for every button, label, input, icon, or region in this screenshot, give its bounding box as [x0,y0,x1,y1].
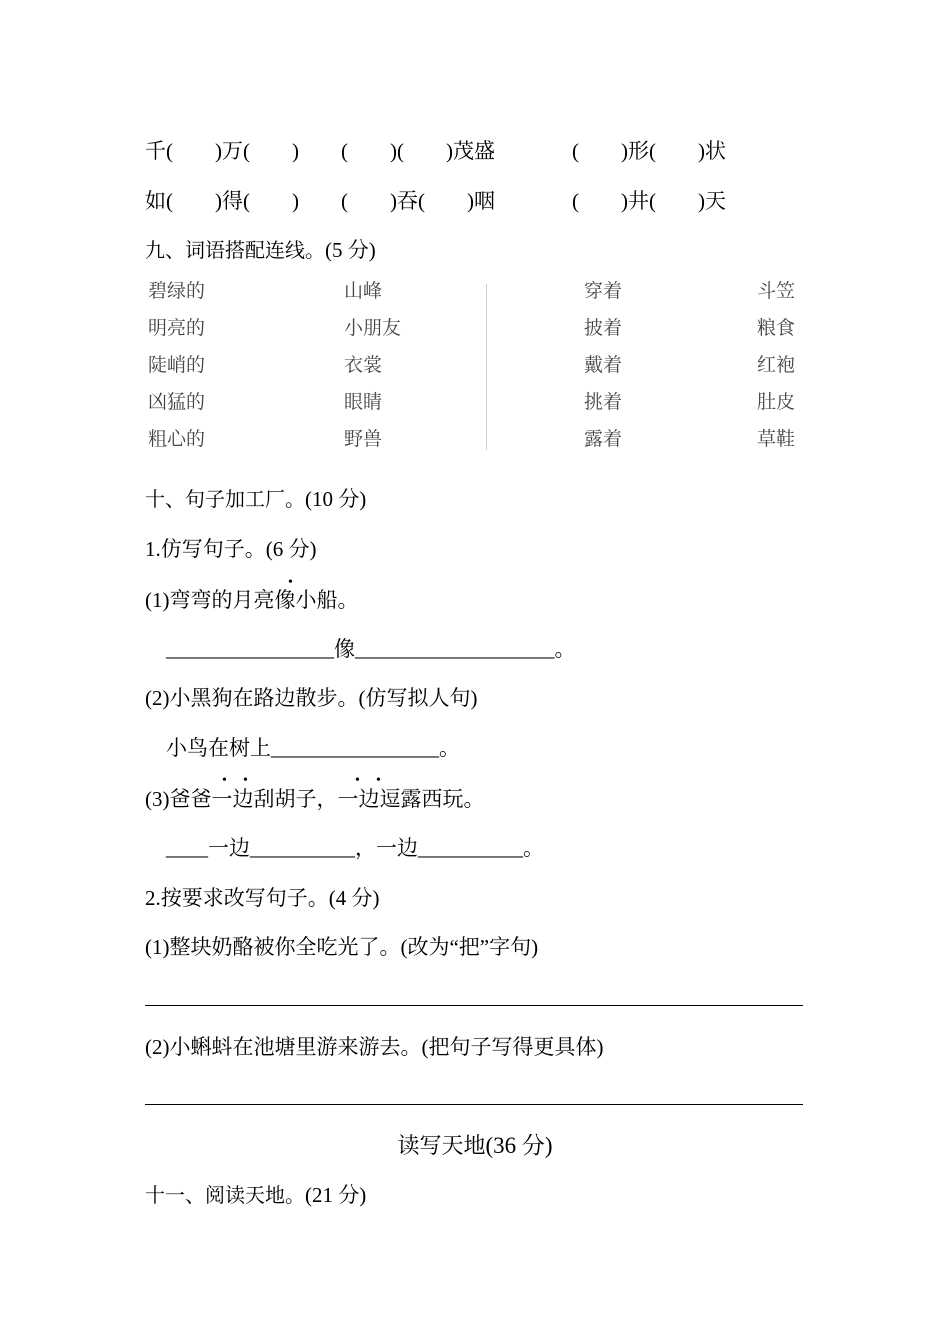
q9-title: 九、词语搭配连线。 [145,238,325,262]
emphasis-dot: • [288,575,293,590]
section-title-text: 读写天地 [397,1134,486,1159]
q9-left-col2 [344,278,401,463]
idiom-2-1: 如( )得( ) [145,189,299,213]
match-item: 明亮的 [148,317,206,339]
q9-right-col1 [584,278,622,463]
emphasis-dot: • [355,773,360,788]
q11-heading [145,1181,366,1209]
q10-r2: (2)小蝌蚪在池塘里游来游去。(把句子写得更具体) [145,1035,604,1059]
q10-part1: 1.仿写句子。(6 分) [145,537,317,561]
q9-left-col1 [148,278,205,463]
q10-part2: 2.按要求改写句子。(4 分) [145,886,380,910]
emphasis-dot: • [222,773,227,788]
emphasis-dot: • [243,773,248,788]
q10-s3-fill[interactable]: ____一边__________，一边__________。 [166,836,544,860]
q9-right-col2 [757,278,795,463]
q10-s2-fill[interactable]: 小鸟在树上________________。 [166,736,460,760]
q10-s2: (2)小黑狗在路边散步。(仿写拟人句) [145,686,478,710]
emphasis-dot: • [376,773,381,788]
match-item: 粗心的 [148,428,206,450]
q9-heading [145,236,376,264]
match-item: 粮食 [757,317,796,339]
q10-s3: (3)爸爸一边刮胡子，一边逗露西玩。 [145,787,485,811]
match-item: 小朋友 [344,317,402,339]
q10-r1: (1)整块奶酪被你全吃光了。(改为“把”字句) [145,935,539,959]
match-item: 碧绿的 [148,280,206,302]
match-item: 穿着 [584,280,623,302]
q11-title: 十一、阅读天地。 [145,1183,305,1207]
match-item: 红袍 [757,354,796,376]
match-item: 眼睛 [344,391,383,413]
match-item: 草鞋 [757,428,796,450]
idiom-1-1: 千( )万( ) [145,139,299,163]
section-title-score: (36 分) [485,1133,553,1158]
match-item: 戴着 [584,354,623,376]
match-item: 衣裳 [344,354,383,376]
idiom-1-3: ( )形( )状 [572,139,726,163]
answer-line-1[interactable] [145,1005,803,1006]
match-item: 野兽 [344,428,383,450]
match-item: 山峰 [344,280,383,302]
q10-s1-fill[interactable]: ________________像___________________。 [166,637,576,661]
q10-s1: (1)弯弯的月亮像小船。 [145,588,359,612]
idiom-2-3: ( )井( )天 [572,189,726,213]
q11-score: (21 分) [305,1183,367,1207]
section-title [145,1131,805,1162]
q10-score: (10 分) [305,487,367,511]
match-item: 挑着 [584,391,623,413]
match-item: 斗笠 [757,280,796,302]
idiom-2-2: ( )吞( )咽 [341,189,495,213]
q10-title: 十、句子加工厂。 [145,487,305,511]
match-item: 凶猛的 [148,391,206,413]
match-item: 陡峭的 [148,354,206,376]
q9-score: (5 分) [325,238,376,262]
answer-line-2[interactable] [145,1104,803,1105]
idiom-1-2: ( )( )茂盛 [341,139,495,163]
match-item: 露着 [584,428,623,450]
match-item: 肚皮 [757,391,796,413]
column-divider [486,284,487,450]
match-item: 披着 [584,317,623,339]
q10-heading [145,485,366,513]
